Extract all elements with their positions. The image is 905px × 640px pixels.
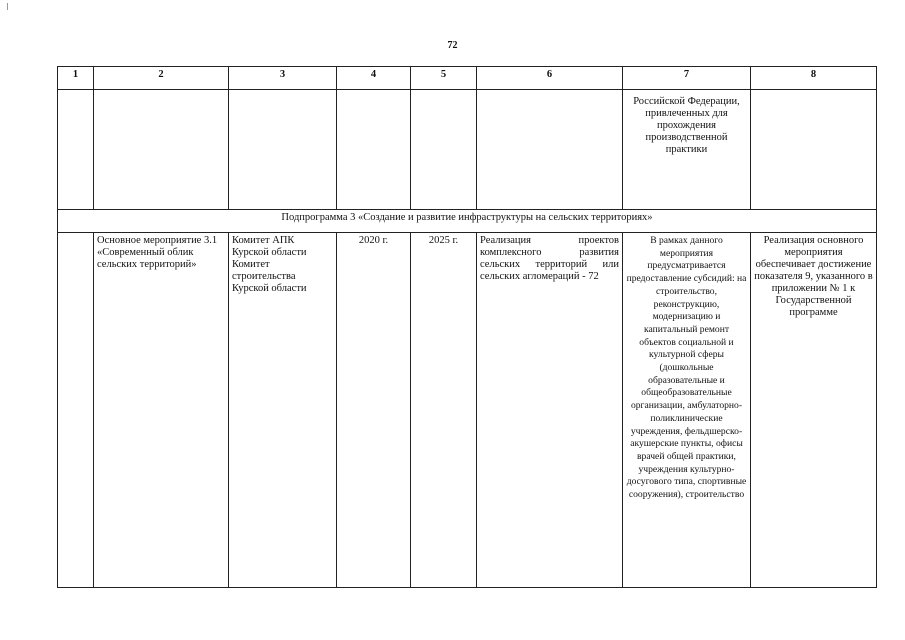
cell (337, 90, 411, 210)
col-header-7: 7 (623, 67, 751, 90)
col-header-2: 2 (94, 67, 229, 90)
expected-result: Реализация проектов комплексного развития сельских территорий или сельских агломераций - 72 (477, 233, 623, 588)
cell (411, 90, 477, 210)
scan-mark (7, 3, 8, 10)
activity-name: Основное мероприятие 3.1 «Современный облик сельских территорий» (94, 233, 229, 588)
end-year: 2025 г. (411, 233, 477, 588)
cell (58, 90, 94, 210)
col-header-8: 8 (751, 67, 877, 90)
cell (477, 90, 623, 210)
col-header-4: 4 (337, 67, 411, 90)
col-header-6: 6 (477, 67, 623, 90)
cell (751, 90, 877, 210)
col-header-1: 1 (58, 67, 94, 90)
activity-description: В рамках данного мероприятия предусматривается предоставление субсидий: на строительство, реконструкцию, модернизацию и капитальный ремонт объектов социальной и культурной сферы (дошкольные образовательные и общеобразовательные организации, амбулаторно-поликлинические учреждения, фельдшерско-акушерские пункты, офисы врачей общей практики, учреждения культурно-досугового типа, спортивные сооружения), строительство (623, 233, 751, 588)
main-activity-row (58, 233, 877, 588)
responsible-executor: Комитет АПК Курской области Комитет строительства Курской области (229, 233, 337, 588)
subprogram-row (58, 210, 877, 233)
header-row (58, 67, 877, 90)
indicator-link: Реализация основного мероприятия обеспечивает достижение показателя 9, указанного в приложении № 1 к Государственной программе (751, 233, 877, 588)
subprogram-title: Подпрограмма 3 «Создание и развитие инфраструктуры на сельских территориях» (58, 210, 877, 233)
cell (58, 233, 94, 588)
continuation-row (58, 90, 877, 210)
program-table (57, 66, 877, 588)
cell (94, 90, 229, 210)
col-header-3: 3 (229, 67, 337, 90)
start-year: 2020 г. (337, 233, 411, 588)
continuation-col7: Российской Федерации, привлеченных для прохождения производственной практики (623, 90, 751, 210)
page-number: 72 (447, 40, 458, 51)
col-header-5: 5 (411, 67, 477, 90)
cell (229, 90, 337, 210)
